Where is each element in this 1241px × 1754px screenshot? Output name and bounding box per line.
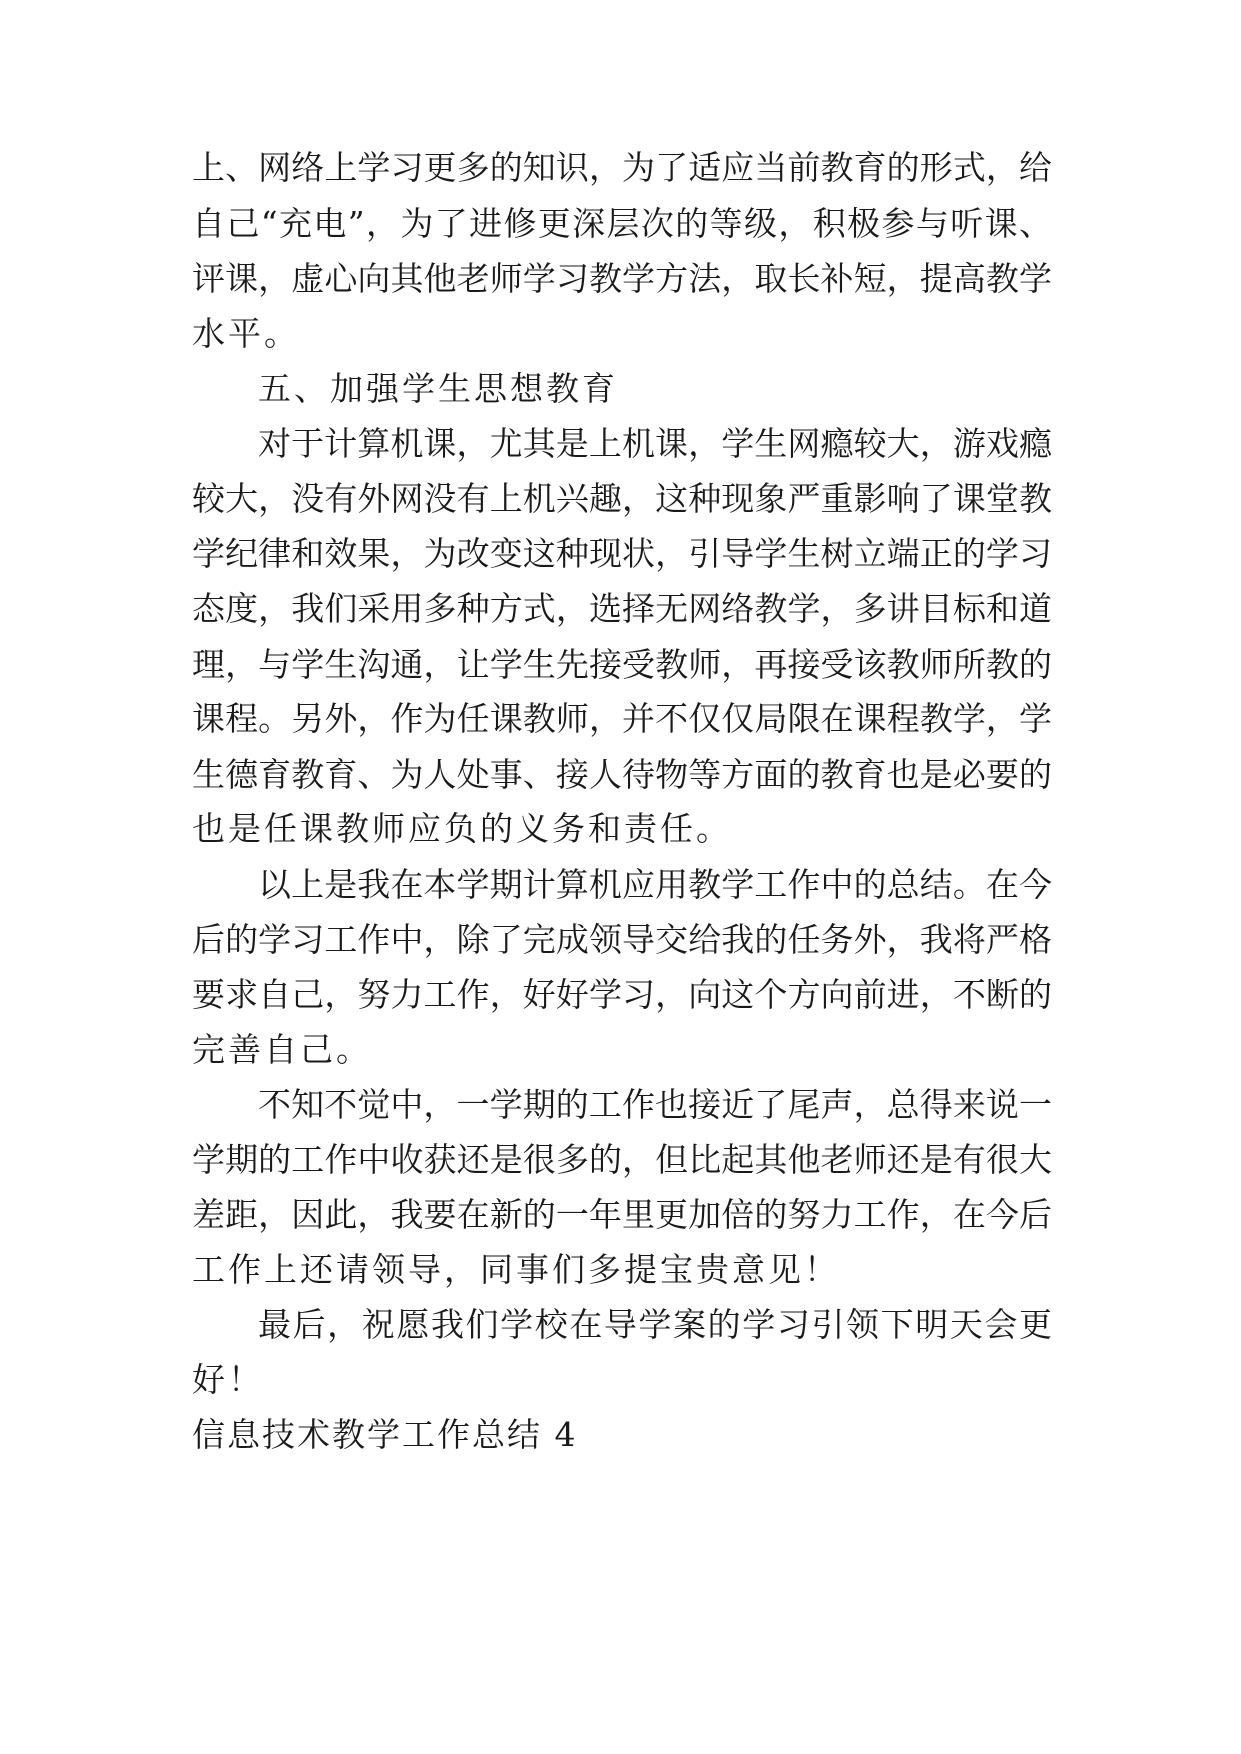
paragraph-line: 工作上还请领导，同事们多提宝贵意见！: [192, 1250, 840, 1289]
section-title: 信息技术教学工作总结 4: [192, 1415, 578, 1454]
paragraph-line: 最后，祝愿我们学校在导学案的学习引领下明天会更: [258, 1305, 1052, 1344]
paragraph-line: 上、网络上学习更多的知识，为了适应当前教育的形式，给: [192, 148, 1052, 187]
paragraph-line: 好！: [192, 1360, 264, 1399]
paragraph-line: 理，与学生沟通，让学生先接受教师，再接受该教师所教的: [192, 645, 1052, 684]
paragraph-line: 较大，没有外网没有上机兴趣，这种现象严重影响了课堂教: [192, 479, 1052, 518]
paragraph-line: 也是任课教师应负的义务和责任。: [192, 809, 732, 848]
paragraph-line: 完善自己。: [192, 1030, 372, 1069]
paragraph-line: 水平。: [192, 314, 300, 353]
paragraph-line: 学纪律和效果，为改变这种现状，引导学生树立端正的学习: [192, 534, 1052, 573]
paragraph-line: 以上是我在本学期计算机应用教学工作中的总结。在今: [258, 865, 1052, 904]
paragraph-line: 评课，虚心向其他老师学习教学方法，取长补短，提高教学: [192, 259, 1052, 298]
paragraph-line: 生德育教育、为人处事、接人待物等方面的教育也是必要的: [192, 755, 1052, 794]
paragraph-line: 对于计算机课，尤其是上机课，学生网瘾较大，游戏瘾: [258, 424, 1052, 463]
paragraph-line: 不知不觉中，一学期的工作也接近了尾声，总得来说一: [258, 1085, 1052, 1124]
paragraph-line: 态度，我们采用多种方式，选择无网络教学，多讲目标和道: [192, 589, 1052, 628]
paragraph-line: 要求自己，努力工作，好好学习，向这个方向前进，不断的: [192, 975, 1052, 1014]
paragraph-line: 学期的工作中收获还是很多的，但比起其他老师还是有很大: [192, 1140, 1052, 1179]
paragraph-line: 课程。另外，作为任课教师，并不仅仅局限在课程教学，学: [192, 699, 1052, 738]
paragraph-line: 自己“充电”，为了进修更深层次的等级，积极参与听课、: [192, 204, 1052, 243]
paragraph-line: 后的学习工作中，除了完成领导交给我的任务外，我将严格: [192, 920, 1052, 959]
section-heading: 五、加强学生思想教育: [258, 369, 618, 408]
paragraph-line: 差距，因此，我要在新的一年里更加倍的努力工作，在今后: [192, 1195, 1052, 1234]
